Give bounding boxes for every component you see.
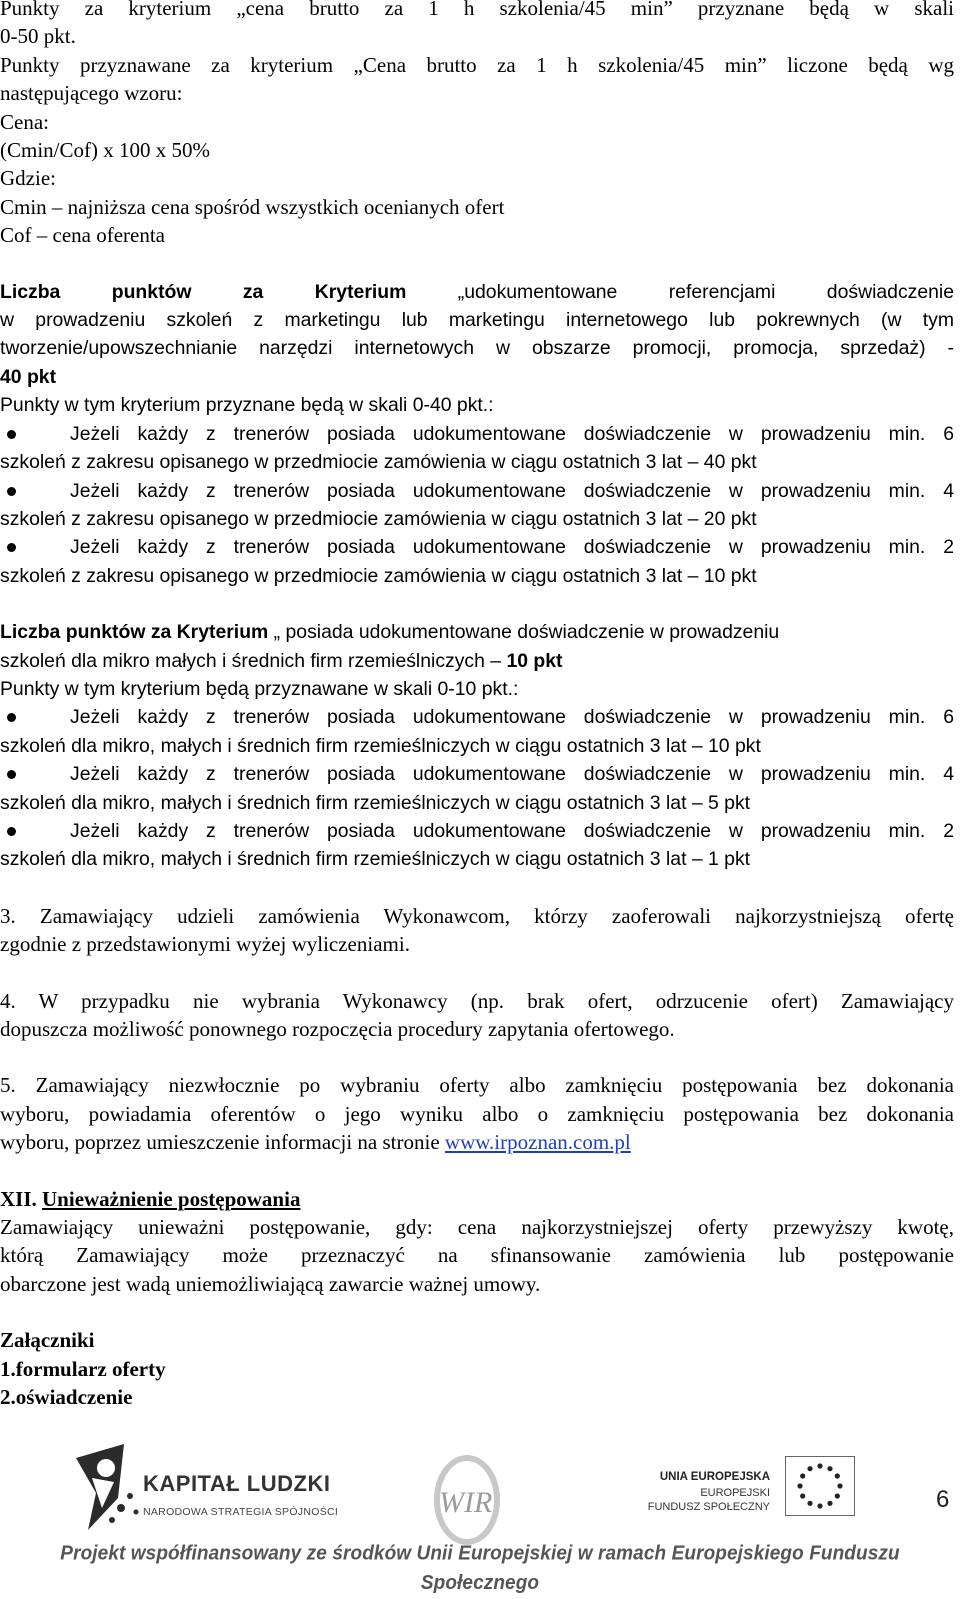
- list-item: [0, 420, 954, 448]
- attachment-item: 2.oświadczenie: [0, 1385, 133, 1410]
- price-criterion-line-4: następującego wzoru:: [0, 81, 183, 106]
- experience-criterion-heading-line-3: tworzenie/upowszechnianie narzędzi internetowych w obszarze promocji, promocja, sprzedaż) -: [0, 337, 954, 360]
- page-number: 6: [936, 1486, 950, 1513]
- formula: (Cmin/Cof) x 100 x 50%: [0, 138, 210, 163]
- micro-criterion-heading-rest: „ posiada udokumentowane doświadczenie w prowadzeniu: [273, 621, 780, 644]
- point-5-line-2: wyboru, powiadamia oferentów o jego wyniku albo o zamknięciu postępowania bez dokonania: [0, 1101, 954, 1126]
- experience-criterion-points-value: 40 pkt: [0, 365, 57, 388]
- point-4-line-2: dopuszcza możliwość ponownego rozpoczęcia procedury zapytania ofertowego.: [0, 1017, 675, 1041]
- list-item-first-line: Jeżeli każdy z trenerów posiada udokumentowane doświadczenie w prowadzeniu min. 4: [70, 763, 954, 786]
- experience-criterion-heading-line-2: w prowadzeniu szkoleń z marketingu lub marketingu internetowego lub pokrewnych (w tym: [0, 309, 954, 332]
- micro-firms-criterion: [0, 618, 954, 874]
- bullet-icon: [0, 703, 70, 731]
- point-4-line-1: 4. W przypadku nie wybrania Wykonawcy (np. brak ofert, odrzucenie ofert) Zamawiający: [0, 988, 954, 1013]
- bullet-icon: [0, 420, 70, 448]
- list-item-second-line: szkoleń dla mikro, małych i średnich firm rzemieślniczych w ciągu ostatnich 3 lat – 10 pkt: [0, 734, 761, 757]
- list-item-second-line: szkoleń z zakresu opisanego w przedmiocie zamówienia w ciągu ostatnich 3 lat – 20 pkt: [0, 507, 757, 530]
- project-cofinancing-line: Projekt współfinansowany ze środków Unii Europejskiej w ramach Europejskiego Funduszu Społecznego: [60, 1542, 900, 1595]
- price-criterion-line-3: Punkty przyznawane za kryterium „Cena brutto za 1 h szkolenia/45 min” liczone będą wg: [0, 52, 954, 77]
- experience-criterion-scale: Punkty w tym kryterium przyznane będą w skali 0-40 pkt.:: [0, 394, 494, 417]
- cmin-definition: Cmin – najniższa cena spośród wszystkich ocenianych ofert: [0, 194, 505, 219]
- list-item-second-line: szkoleń z zakresu opisanego w przedmiocie zamówienia w ciągu ostatnich 3 lat – 10 pkt: [0, 564, 757, 587]
- eu-title: UNIA EUROPEJSKA: [659, 1471, 770, 1483]
- micro-criterion-heading-line-1: [0, 618, 954, 646]
- formula-label: Cena:: [0, 109, 49, 134]
- eu-subtitle-1: EUROPEJSKI: [700, 1487, 770, 1499]
- where-label: Gdzie:: [0, 166, 56, 191]
- kapital-ludzki-title: KAPITAŁ LUDZKI: [143, 1471, 331, 1496]
- list-item-first-line: Jeżeli każdy z trenerów posiada udokumentowane doświadczenie w prowadzeniu min. 2: [70, 536, 954, 559]
- micro-criterion-heading-line-2: [0, 647, 954, 675]
- eu-flag-icon: [785, 1456, 855, 1516]
- micro-criterion-heading-bold: Liczba punktów za Kryterium: [0, 621, 269, 644]
- footer: [0, 1430, 960, 1595]
- wir-logo-text: WIR: [439, 1486, 493, 1519]
- point-5-line-1: 5. Zamawiający niezwłocznie po wybraniu oferty albo zamknięciu postępowania bez dokonania: [0, 1073, 954, 1098]
- list-item-first-line: Jeżeli każdy z trenerów posiada udokumentowane doświadczenie w prowadzeniu min. 6: [70, 422, 954, 445]
- experience-criterion-heading-bold: Liczba punktów za Kryterium: [0, 280, 407, 303]
- website-link[interactable]: www.irpoznan.com.pl: [444, 1130, 631, 1155]
- spacer: [0, 250, 954, 278]
- bullet-icon: [0, 817, 70, 845]
- price-criterion-line-1: Punkty za kryterium „cena brutto za 1 h szkolenia/45 min” przyznane będą w skali: [0, 0, 954, 20]
- section-xii-number: XII.: [0, 1186, 37, 1211]
- list-item: [0, 703, 954, 731]
- attachment-item: 1.formularz oferty: [0, 1356, 166, 1381]
- section-xii-line-2: którą Zamawiający może przeznaczyć na sfinansowanie zamówienia lub postępowanie: [0, 1243, 954, 1268]
- point-5-line-3-text: wyboru, poprzez umieszczenie informacji na stronie: [0, 1130, 440, 1155]
- section-xii-line-1: Zamawiający unieważni postępowanie, gdy: cena najkorzystniejszej oferty przewyższy kwotę,: [0, 1215, 954, 1240]
- attachments-title: Załączniki: [0, 1328, 95, 1353]
- experience-criterion-heading-rest: „udokumentowane referencjami doświadczenie: [457, 280, 954, 303]
- wir-logo-icon: [425, 1450, 505, 1550]
- list-item-second-line: szkoleń z zakresu opisanego w przedmiocie zamówienia w ciągu ostatnich 3 lat – 40 pkt: [0, 451, 757, 474]
- section-xii-title: Unieważnienie postępowania: [42, 1186, 301, 1211]
- section-xii-heading: [0, 1185, 954, 1213]
- point-3-line-1: 3. Zamawiający udzieli zamówienia Wykonawcom, którzy zaoferowali najkorzystniejszą ofertę: [0, 903, 954, 928]
- section-xii-line-3: obarczone jest wadą uniemożliwiającą zawarcie ważnej umowy.: [0, 1271, 541, 1296]
- bullet-icon: [0, 477, 70, 505]
- list-item-first-line: Jeżeli każdy z trenerów posiada udokumentowane doświadczenie w prowadzeniu min. 6: [70, 706, 954, 729]
- micro-criterion-points-value: 10 pkt: [506, 649, 563, 672]
- experience-criterion-points: [0, 363, 954, 391]
- micro-criterion-scale: Punkty w tym kryterium będą przyznawane w skali 0-10 pkt.:: [0, 677, 519, 700]
- spacer: [0, 1157, 954, 1185]
- list-item-first-line: Jeżeli każdy z trenerów posiada udokumentowane doświadczenie w prowadzeniu min. 2: [70, 819, 954, 842]
- list-item-second-line: szkoleń dla mikro, małych i średnich firm rzemieślniczych w ciągu ostatnich 3 lat – 5 pkt: [0, 791, 751, 814]
- list-item-second-line: szkoleń dla mikro, małych i średnich firm rzemieślniczych w ciągu ostatnich 3 lat – 1 pkt: [0, 848, 751, 871]
- experience-criterion: [0, 278, 954, 590]
- kapital-ludzki-subtitle: NARODOWA STRATEGIA SPÓJNOŚCI: [143, 1506, 339, 1518]
- list-item: [0, 817, 954, 845]
- spacer: [0, 1298, 954, 1326]
- spacer: [0, 1043, 954, 1071]
- price-criterion-line-2: 0-50 pkt.: [0, 24, 76, 49]
- eu-subtitle-2: FUNDUSZ SPOŁECZNY: [647, 1501, 770, 1513]
- spacer: [0, 874, 954, 902]
- cof-definition: Cof – cena oferenta: [0, 223, 165, 248]
- point-5-line-3: [0, 1128, 954, 1156]
- list-item: [0, 760, 954, 788]
- list-item: [0, 533, 954, 561]
- bullet-icon: [0, 760, 70, 788]
- micro-criterion-heading-text: szkoleń dla mikro małych i średnich firm rzemieślniczych –: [0, 649, 502, 672]
- experience-criterion-heading-line-1: [0, 278, 954, 306]
- spacer: [0, 959, 954, 987]
- list-item-first-line: Jeżeli każdy z trenerów posiada udokumentowane doświadczenie w prowadzeniu min. 4: [70, 479, 954, 502]
- list-item: [0, 477, 954, 505]
- point-3-line-2: zgodnie z przedstawionymi wyżej wyliczeniami.: [0, 932, 410, 957]
- bullet-icon: [0, 533, 70, 561]
- spacer: [0, 590, 954, 618]
